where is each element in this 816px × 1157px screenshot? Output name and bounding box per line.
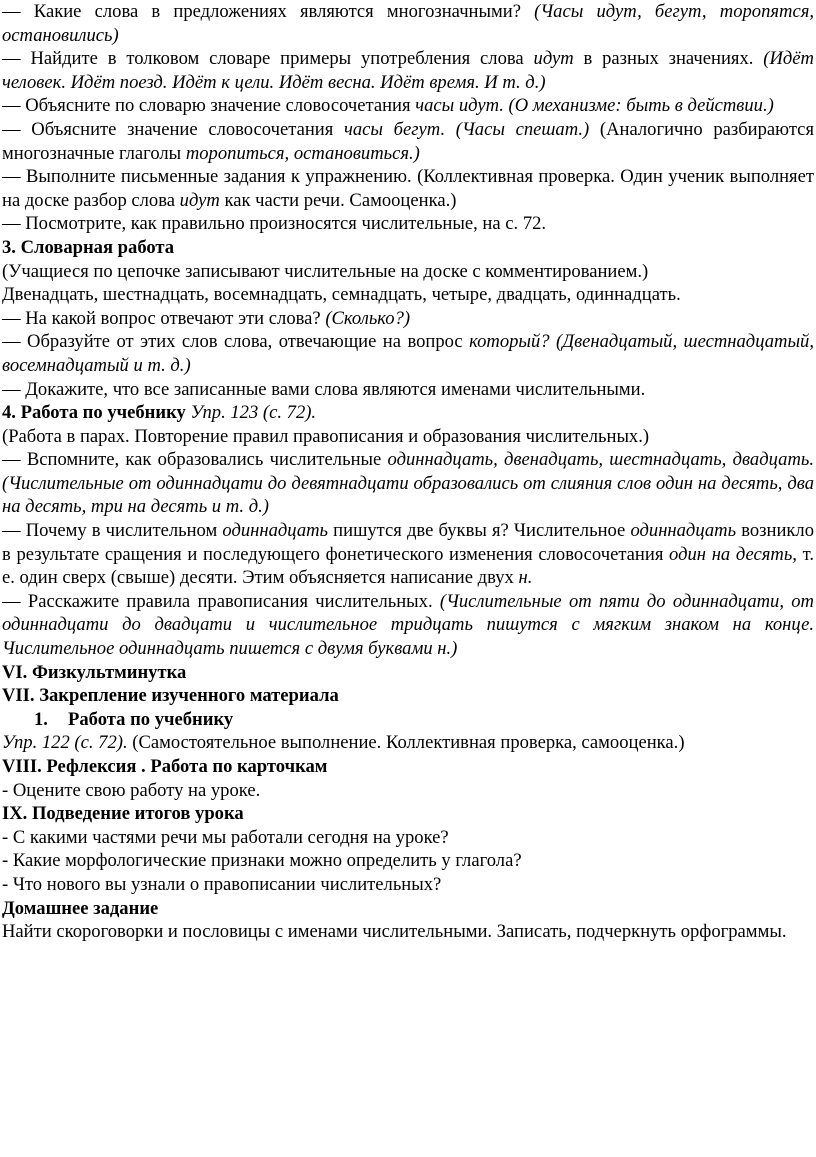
homework-text: Найти скороговорки и пословицы с именами числительными. Записать, подчеркнуть орфограммы. [2, 921, 787, 943]
summary-question-2: - Какие морфологические признаки можно определить у глагола? [2, 850, 522, 872]
question-which: — На какой вопрос отвечают эти слова? (Сколько?) [2, 307, 411, 329]
exercise-122: Упр. 122 (с. 72). (Самостоятельное выполнение. Коллективная проверка, самооценка.) [2, 732, 685, 754]
task-written: — Выполните письменные задания к упражнению. (Коллективная проверка. Один ученик выполняет на доске разбор слова идут как части речи. Самооценка.) [2, 166, 814, 211]
vocabulary-note: (Учащиеся по цепочке записывают числительные на доске с комментированием.) [2, 260, 649, 282]
task-dictionary: — Найдите в толковом словаре примеры употребления слова идут в разных значениях. (Идёт человек. Идёт поезд. Идёт к цели. Идёт весна. Идёт время. И т. д.) [2, 48, 814, 93]
vocabulary-words: Двенадцать, шестнадцать, восемнадцать, семнадцать, четыре, двадцать, одиннадцать. [2, 284, 681, 306]
section-heading-summary: IX. Подведение итогов урока [2, 803, 244, 825]
task-remember: — Вспомните, как образовались числительные одиннадцать, двенадцать, шестнадцать, двадцать. (Числительные от одиннадцати до девятнадцати образовались от слияния слов один на десять, два на десять, три на десять и т. д.) [2, 449, 814, 518]
section-heading-consolidation: VII. Закрепление изученного материала [2, 685, 339, 707]
section-heading-homework: Домашнее задание [2, 897, 159, 919]
task-pronounce: — Посмотрите, как правильно произносятся числительные, на с. 72. [2, 213, 547, 235]
section-heading-textbook: 4. Работа по учебнику Упр. 123 (с. 72). [2, 402, 317, 424]
question-polysemy: — Какие слова в предложениях являются многозначными? (Часы идут, бегут, торопятся, остановились) [2, 1, 814, 46]
task-why-double-n: — Почему в числительном одиннадцать пишутся две буквы я? Числительное одиннадцать возникло в результате сращения и последующего фонетического изменения словосочетания один на десять, т. е. один сверх (свыше) десяти. Этим объясняется написание двух н. [2, 520, 814, 589]
task-spelling-rules: — Расскажите правила правописания числительных. (Числительные от пяти до одиннадцати, от одиннадцати до двадцати и числительное тридцать пишутся с мягким знаком на конце. Числительное одиннадцать пишется с двумя буквами н.) [2, 590, 814, 660]
task-prove: — Докажите, что все записанные вами слова являются именами числительными. [2, 378, 646, 400]
summary-question-3: - Что нового вы узнали о правописании числительных? [2, 873, 442, 895]
section-heading-reflection: VIII. Рефлексия . Работа по карточкам [2, 756, 328, 777]
reflection-item: - Оцените свою работу на уроке. [2, 779, 261, 801]
pair-work-note: (Работа в парах. Повторение правил правописания и образования числительных.) [2, 425, 650, 447]
section-heading-fizkult: VI. Физкультминутка [2, 661, 187, 683]
section-heading-vocabulary: 3. Словарная работа [2, 236, 175, 258]
numbered-item-textbook: 1. Работа по учебнику [34, 708, 234, 730]
list-number: 1. [34, 708, 48, 730]
task-form-words: — Образуйте от этих слов слова, отвечающие на вопрос который? (Двенадцатый, шестнадцатый, восемнадцатый и т. д.) [2, 331, 814, 376]
task-explain-begut: — Объясните значение словосочетания часы бегут. (Часы спешат.) (Аналогично разбираются многозначные глаголы торопиться, остановиться.) [2, 118, 814, 164]
summary-question-1: - С какими частями речи мы работали сегодня на уроке? [2, 826, 449, 848]
task-explain-idut: — Объясните по словарю значение словосочетания часы идут. (О механизме: быть в действии.) [2, 95, 774, 117]
